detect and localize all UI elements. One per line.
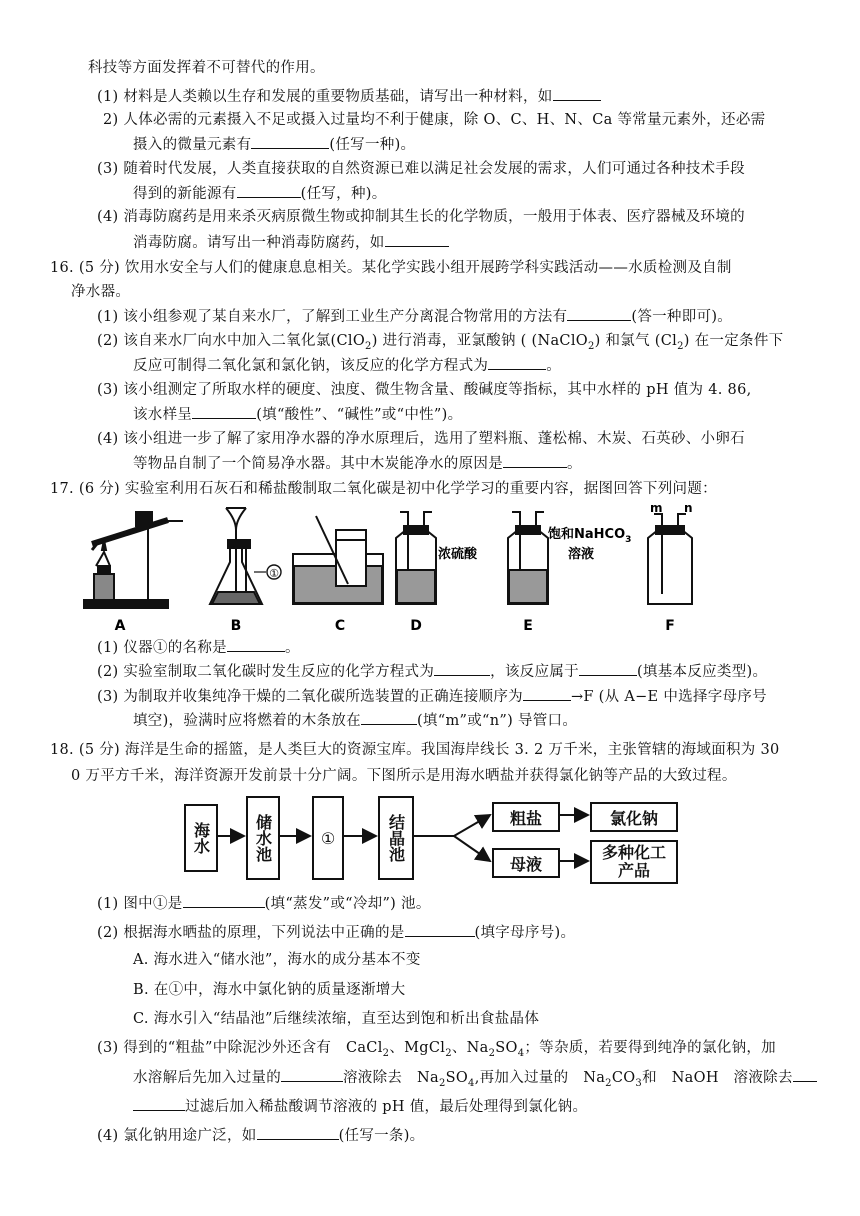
flow-step-1: ① (312, 796, 344, 880)
apparatus-label: E (523, 618, 533, 634)
d-reagent-label: 浓硫酸 (438, 547, 478, 562)
q15-item3-cont: 得到的新能源有 (任写，种)。 (133, 183, 387, 204)
apparatus-c (293, 516, 383, 604)
flow-sodium-chloride: 氯化钠 (590, 802, 678, 832)
flow-mother-liquor: 母液 (492, 848, 560, 878)
q16-item3-cont: 该水样呈 (填“酸性”、“碱性”或“中性”)。 (133, 404, 462, 425)
flow-arrows (184, 796, 684, 882)
answer-blank[interactable] (251, 134, 329, 149)
q18-head-cont: 0 万平方千米，海洋资源开发前景十分广阔。下图所示是用海水晒盐并获得氯化钠等产品的大致过程。 (71, 768, 737, 784)
q18-option-a: A. 海水进入“储水池”，海水的成分基本不变 (133, 952, 421, 968)
apparatus-label: D (410, 618, 422, 634)
answer-blank[interactable] (503, 453, 567, 468)
answer-blank[interactable] (237, 183, 301, 198)
answer-blank[interactable] (793, 1067, 817, 1082)
apparatus-label: C (334, 618, 346, 634)
answer-blank[interactable] (183, 893, 265, 908)
flow-storage-pool: 储水池 (246, 796, 280, 880)
q16-head: 16. (5 分) 饮用水安全与人们的健康息息相关。某化学实践小组开展跨学科实践活动——水质检测及自制 (50, 260, 732, 276)
q16-item2: (2) 该自来水厂向水中加入二氧化氯(ClO$_2$) 进行消毒，亚氯酸钠 ( (NaClO$_2$) 和氯气 $(Cl_2)$ 在一定条件下 (97, 333, 784, 352)
q18-head: 18. (5 分) 海洋是生命的摇篮，是人类巨大的资源宝库。我国海岸线长 3. 2 万千米，主张管辖的海域面积为 30 (50, 742, 780, 758)
flow-crystal-pool: 结晶池 (378, 796, 414, 880)
flow-seawater: 海水 (184, 804, 218, 872)
q17-item3-cont: 填空)，验满时应将燃着的木条放在 (填“m”或“n”) 导管口。 (133, 710, 577, 731)
answer-blank[interactable] (523, 686, 571, 701)
f-m-label: m (650, 504, 663, 515)
q16-head-cont: 净水器。 (71, 284, 131, 300)
q18-option-c: C. 海水引入“结晶池”后继续浓缩，直至达到饱和析出食盐晶体 (133, 1011, 540, 1027)
q18-item3: (3) 得到的“粗盐”中除泥沙外还含有 CaCl$_2$、MgCl$_2$、$Na_2SO_4$；等杂质，若要得到纯净的氯化钠，加 (97, 1040, 776, 1059)
apparatus-label: A (114, 618, 126, 634)
q18-item4: (4) 氯化钠用途广泛，如 (任写一条)。 (97, 1125, 424, 1146)
apparatus-b (210, 508, 266, 604)
q16-item4-cont: 等物品自制了一个简易净水器。其中木炭能净水的原因是 。 (133, 453, 582, 474)
q17-item2: (2) 实验室制取二氧化碳时发生反应的化学方程式为 ，该反应属于 (填基本反应类型)。 (97, 661, 767, 682)
answer-blank[interactable] (281, 1067, 343, 1082)
q15-item4-cont: 消毒防腐。请写出一种消毒防腐药，如 (133, 232, 449, 253)
apparatus-f (648, 514, 692, 604)
q18-item1: (1) 图中①是 (填“蒸发”或“冷却”) 池。 (97, 893, 431, 914)
q15-item2-cont: 摄入的微量元素有 (任写一种)。 (133, 134, 415, 155)
answer-blank[interactable] (133, 1096, 185, 1111)
q17-item3: (3) 为制取并收集纯净干燥的二氧化碳所选装置的正确连接顺序为 →F (从 A−E 中选择字母序号 (97, 686, 767, 707)
apparatus-e (508, 512, 548, 604)
q15-item2: 2) 人体必需的元素摄入不足或摄入过量均不利于健康，除 O、C、H、N、Ca 等常量元素外，还必需 (103, 112, 766, 128)
answer-blank[interactable] (192, 404, 256, 419)
e-reagent-label-2: 溶液 (568, 547, 595, 562)
apparatus-d (396, 512, 436, 604)
q16-item4: (4) 该小组进一步了解了家用净水器的净水原理后，选用了塑料瓶、蓬松棉、木炭、石英砂、小卵石 (97, 431, 745, 447)
q17-head: 17. (6 分) 实验室利用石灰石和稀盐酸制取二氧化碳是初中化学学习的重要内容，据图回答下列问题： (50, 481, 717, 497)
answer-blank[interactable] (227, 637, 285, 652)
answer-blank[interactable] (434, 661, 490, 676)
apparatus-figure (78, 504, 728, 636)
answer-blank[interactable] (385, 232, 449, 247)
q15-item4: (4) 消毒防腐药是用来杀灭病原微生物或抑制其生长的化学物质，一般用于体表、医疗器械及环境的 (97, 209, 745, 225)
answer-blank[interactable] (257, 1125, 339, 1140)
q15-item1: (1) 材料是人类赖以生存和发展的重要物质基础，请写出一种材料，如 (97, 86, 601, 107)
q15-item3: (3) 随着时代发展，人类直接获取的自然资源已难以满足社会发展的需求，人们可通过各种技术手段 (97, 161, 745, 177)
flow-crude-salt: 粗盐 (492, 802, 560, 832)
answer-blank[interactable] (361, 710, 417, 725)
q18-item3-cont: 水溶解后先加入过量的 溶液除去 $Na_2SO_4$,再加入过量的 $Na_2CO_3$和 NaOH 溶液除去 (133, 1067, 817, 1094)
q18-item3-cont2: 过滤后加入稀盐酸调节溶液的 pH 值，最后处理得到氯化钠。 (133, 1096, 587, 1117)
circle-one-label: ① (269, 567, 279, 580)
q18-item2: (2) 根据海水晒盐的原理，下列说法中正确的是 (填字母序号)。 (97, 922, 575, 943)
apparatus-a (84, 512, 183, 608)
answer-blank[interactable] (567, 306, 631, 321)
f-n-label: n (684, 504, 693, 515)
q17-item1: (1) 仪器①的名称是 。 (97, 637, 300, 658)
q16-item1: (1) 该小组参观了某自来水厂，了解到工业生产分离混合物常用的方法有 (答一种即可)。 (97, 306, 732, 327)
q16-item3: (3) 该小组测定了所取水样的硬度、浊度、微生物含量、酸碱度等指标，其中水样的 pH 值为 4. 86, (97, 382, 752, 398)
answer-blank[interactable] (488, 355, 546, 370)
salt-flow-diagram (184, 796, 684, 882)
flow-chemical-products: 多种化工 产品 (590, 840, 678, 884)
q15-intro: 科技等方面发挥着不可替代的作用。 (88, 60, 325, 76)
q18-option-b: B. 在①中，海水中氯化钠的质量逐渐增大 (133, 982, 406, 998)
apparatus-label: F (665, 618, 675, 634)
answer-blank[interactable] (553, 86, 601, 101)
answer-blank[interactable] (579, 661, 637, 676)
answer-blank[interactable] (405, 922, 475, 937)
q16-item2-cont: 反应可制得二氧化氯和氯化钠，该反应的化学方程式为 。 (133, 355, 561, 376)
apparatus-label: B (230, 618, 242, 634)
e-reagent-label: 饱和NaHCO$_3$ (548, 527, 632, 545)
